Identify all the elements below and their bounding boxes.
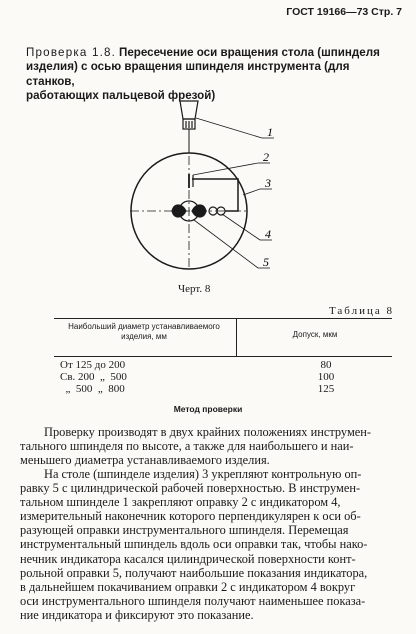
page-header: ГОСТ 19166—73 Стр. 7 (286, 6, 402, 18)
table-row (60, 371, 400, 383)
paragraph-line: равку 5 с цилиндрической рабочей поверхностью. В инструмен- (20, 481, 361, 496)
figure-caption: Черт. 8 (178, 283, 211, 295)
paragraph-line: рольной оправки 5, получают наибольшие показания индикатора, (20, 565, 368, 580)
header-diameter-line-1: Наибольший диаметр устанавливаемого (68, 322, 220, 331)
tool-spindle-cone (180, 101, 198, 119)
paragraph-line: На столе (шпинделе изделия) 3 укрепляют контрольную оп- (44, 467, 362, 481)
paragraph-line: тальном шпинделе 1 закрепляют оправку 2 с индикатором 4, (20, 495, 341, 510)
table-row (60, 383, 400, 395)
table-header-tolerance: Допуск, мкм (292, 330, 338, 339)
paragraph-2 (20, 467, 390, 622)
paragraph-line: Проверку производят в двух крайних положениях инструмен- (44, 425, 372, 439)
section-title-line-3: работающих пальцевой фрезой) (26, 89, 216, 103)
table-top-rule (54, 318, 392, 319)
indicator-left (172, 205, 186, 217)
method-heading: Метод проверки (173, 404, 243, 414)
paragraph-line: инструментальный шпиндель вдоль оси оправки так, чтобы нако- (20, 537, 368, 552)
paragraph-line: меньшего диаметра устанавливаемого изделия. (20, 453, 270, 468)
callout-2: 2 (263, 150, 269, 164)
indicator-right (192, 205, 206, 217)
header-diameter-line-2: изделия, мм (121, 332, 167, 341)
section-label: Проверка 1.8. (26, 46, 117, 59)
technical-drawing (0, 0, 416, 300)
section-title-line-1: Пересечение оси вращения стола (шпинделя (119, 46, 380, 59)
leader-1 (196, 118, 262, 138)
paragraph-1 (20, 425, 390, 467)
table-header-rule (54, 356, 392, 357)
leader-2 (193, 163, 258, 175)
table-header-diameter (56, 322, 232, 342)
paragraph-line: измерительный наконечник которого перпендикулярен к оси об- (20, 509, 361, 524)
row-tolerance: 125 (317, 383, 335, 395)
section-title-line-2: изделия) с осью вращения шпинделя инструмента (для станков, (26, 60, 350, 88)
row-diameter: От 125 до 200 (60, 359, 126, 371)
leader-5 (194, 220, 258, 268)
row-diameter: Св. 200 „ 500 (60, 371, 127, 383)
paragraph-line: нечник индикатора касался цилиндрической поверхности конт- (20, 551, 356, 566)
paragraph-line: ние индикатора и фиксируют это показание. (20, 607, 254, 622)
row-diameter: „ 500 „ 800 (60, 383, 125, 395)
callout-3: 3 (265, 176, 271, 190)
paragraph-line: в дальнейшем покачиванием оправки 2 с индикатором 4 вокруг (20, 579, 356, 594)
paragraph-line: оси инструментального шпинделя получают наименьшее показа- (20, 593, 366, 608)
leader-3 (243, 189, 260, 195)
table-row (60, 359, 400, 371)
row-tolerance: 100 (317, 371, 335, 383)
table-column-rule (236, 318, 237, 356)
callout-4: 4 (265, 227, 271, 241)
paragraph-line: разующей оправки инструментального шпинделя. Перемещая (20, 523, 349, 538)
paragraph-line: тального шпинделя по высоте, а также для наибольшего и наи- (20, 439, 354, 454)
callout-1: 1 (267, 125, 273, 139)
callout-5: 5 (263, 255, 269, 269)
row-tolerance: 80 (320, 359, 332, 371)
table-title: Таблица 8 (328, 305, 394, 317)
